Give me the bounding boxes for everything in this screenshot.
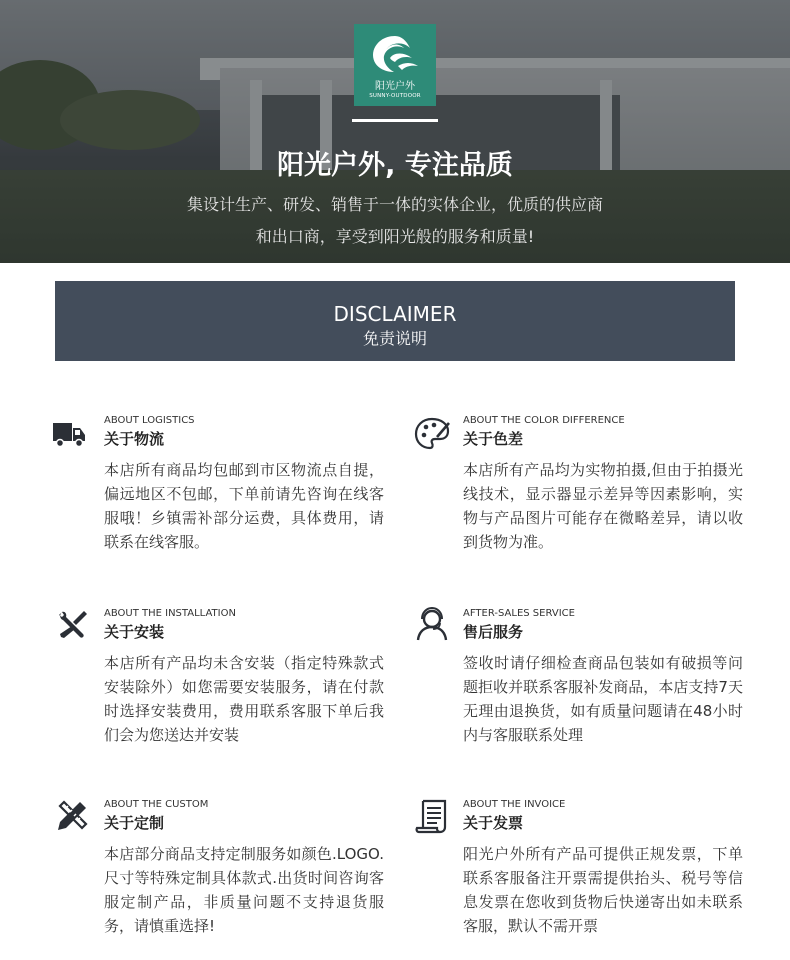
hero-title: 阳光户外, 专注品质 [277,150,513,181]
section-body: 本店所有产品均为实物拍摄,但由于拍摄光线技术，显示器显示差异等因素影响，实物与产品图片可能存在微略差异，请以收到货物为准。 [463,461,743,551]
section-en-title: ABOUT THE CUSTOM [104,799,209,810]
logo-cn-text: 阳光户外 [375,81,415,92]
truck-icon [51,417,89,455]
wrench-screwdriver-icon [54,606,92,644]
user-service-icon [413,605,451,643]
banner-cn-title: 免责说明 [362,329,427,348]
disclaimer-banner [55,281,735,361]
hero-divider [352,119,438,122]
logo-en-text: SUNNY-OUTDOOR [369,93,421,99]
section-en-title: ABOUT THE INVOICE [463,799,566,810]
section-cn-title: 关于安装 [104,623,165,641]
section-cn-title: 关于定制 [104,814,165,832]
hero-subtitle-line1: 集设计生产、研发、销售于一体的实体企业，优质的供应商 [186,195,603,214]
hero-banner [0,0,790,263]
section-cn-title: 关于发票 [463,814,524,832]
wave-logo-icon [368,32,422,76]
brand-logo [354,24,436,106]
section-cn-title: 关于色差 [463,430,524,448]
section-body: 签收时请仔细检查商品包装如有破损等问题拒收并联系客服补发商品，本店支持7天无理由退换货，如有质量问题请在48小时内与客服联系处理 [463,654,743,744]
invoice-icon [413,797,451,835]
section-body: 本店部分商品支持定制服务如颜色.LOGO.尺寸等特殊定制具体款式.出货时间咨询客服定制产品，非质量问题不支持退货服务，请慎重选择! [104,845,384,935]
banner-en-title: DISCLAIMER [333,302,457,326]
palette-icon [413,415,451,453]
section-body: 本店所有产品均未含安装（指定特殊款式安装除外）如您需要安装服务，请在付款时选择安装费用，费用联系客服下单后我们会为您送达并安装 [104,654,384,744]
section-cn-title: 售后服务 [463,623,524,641]
section-en-title: AFTER-SALES SERVICE [463,608,575,619]
section-en-title: ABOUT THE COLOR DIFFERENCE [463,415,625,426]
section-body: 阳光户外所有产品可提供正规发票，下单联系客服备注开票需提供抬头、税号等信息发票在您收到货物后快递寄出如未联系客服，默认不需开票 [463,845,743,935]
section-cn-title: 关于物流 [104,430,165,448]
section-en-title: ABOUT LOGISTICS [104,415,195,426]
section-body: 本店所有商品均包邮到市区物流点自提，偏远地区不包邮，下单前请先咨询在线客服哦！乡镇需补部分运费，具体费用，请联系在线客服。 [104,461,384,551]
section-en-title: ABOUT THE INSTALLATION [104,608,236,619]
pencil-ruler-icon [54,796,92,834]
hero-subtitle-line2: 和出口商，享受到阳光般的服务和质量! [255,227,535,246]
